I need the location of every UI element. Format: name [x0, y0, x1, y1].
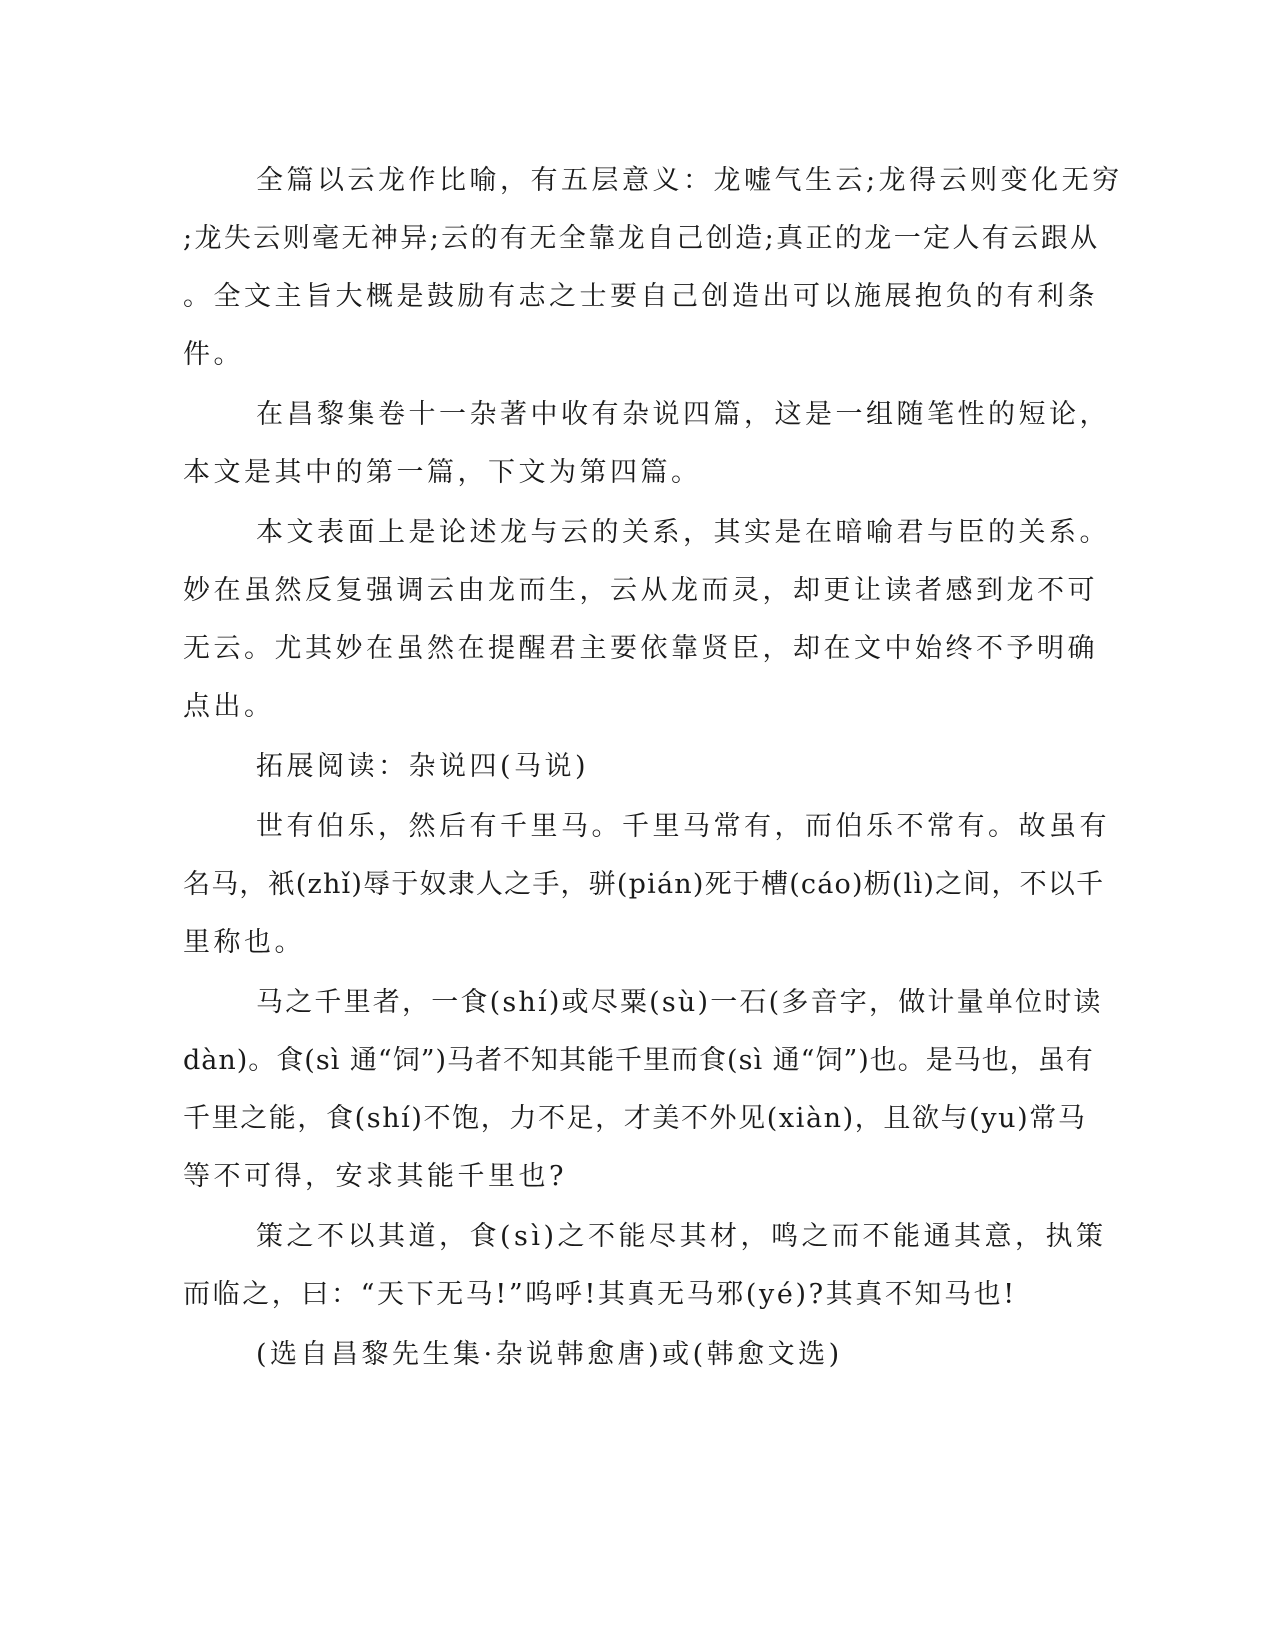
text-line: 本文表面上是论述龙与云的关系，其实是在暗喻君与臣的关系。 — [256, 517, 1110, 548]
text-line: 本文是其中的第一篇，下文为第四篇。 — [183, 457, 702, 488]
text-line: 名马，衹(zhǐ)辱于奴隶人之手，骈(pián)死于槽(cáo)枥(lì)之间，不以千 — [183, 869, 1105, 900]
text-line: 等不可得，安求其能千里也? — [183, 1161, 567, 1192]
text-line: 千里之能，食(shí)不饱，力不足，才美不外见(xiàn)，且欲与(yu)常马 — [183, 1103, 1087, 1134]
text-line: 在昌黎集卷十一杂著中收有杂说四篇，这是一组随笔性的短论， — [256, 399, 1110, 430]
text-line: 点出。 — [183, 691, 275, 722]
text-line: 策之不以其道，食(sì)之不能尽其材，鸣之而不能通其意，执策 — [256, 1221, 1107, 1252]
text-line: 马之千里者，一食(shí)或尽粟(sù)一石(多音字，做计量单位时读 — [256, 987, 1103, 1018]
text-line: 。全文主旨大概是鼓励有志之士要自己创造出可以施展抱负的有利条 — [183, 281, 1098, 312]
text-line: dàn)。食(sì 通“饲”)马者不知其能千里而食(sì 通“饲”)也。是马也，虽有 — [183, 1045, 1094, 1076]
text-line: ;龙失云则毫无神异;云的有无全靠龙自己创造;真正的龙一定人有云跟从 — [183, 223, 1100, 254]
section-heading: 拓展阅读：杂说四(马说) — [256, 751, 590, 782]
text-line: 而临之，曰：“天下无马!”呜呼!其真无马邪(yé)?其真不知马也! — [183, 1279, 1017, 1310]
text-line: 妙在虽然反复强调云由龙而生，云从龙而灵，却更让读者感到龙不可 — [183, 575, 1098, 606]
source-citation: (选自昌黎先生集·杂说韩愈唐)或(韩愈文选) — [256, 1339, 843, 1370]
text-line: 全篇以云龙作比喻，有五层意义：龙嘘气生云;龙得云则变化无穷 — [256, 165, 1123, 196]
text-line: 里称也。 — [183, 927, 305, 958]
text-line: 世有伯乐，然后有千里马。千里马常有，而伯乐不常有。故虽有 — [256, 811, 1110, 842]
text-line: 无云。尤其妙在虽然在提醒君主要依靠贤臣，却在文中始终不予明确 — [183, 633, 1098, 664]
text-line: 件。 — [183, 339, 244, 370]
